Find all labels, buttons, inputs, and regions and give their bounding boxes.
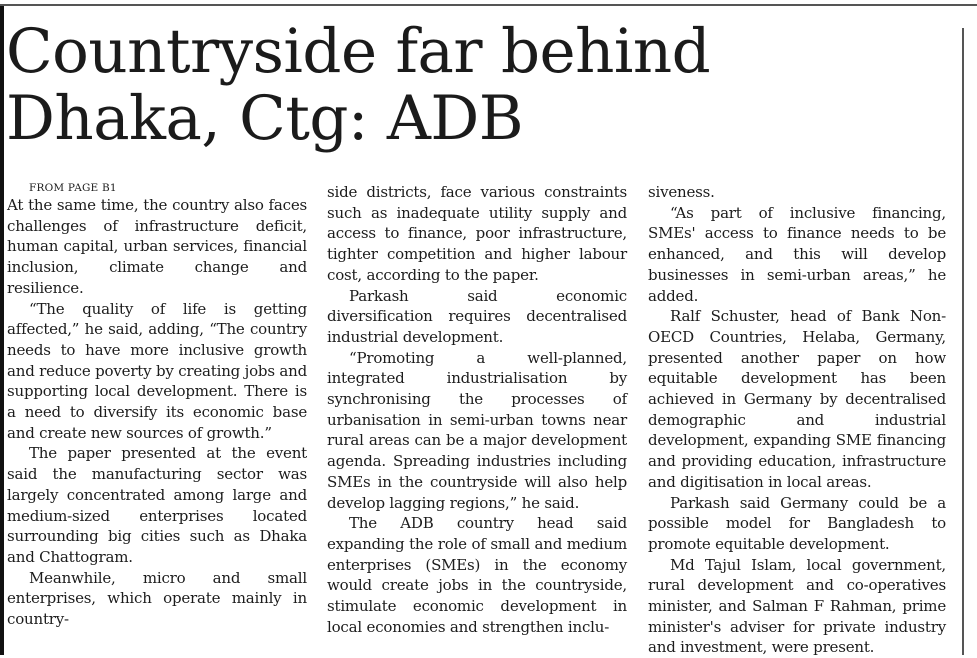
article-column-3 [648, 182, 946, 658]
headline-line-2: Dhaka, Ctg: ADB [6, 83, 524, 154]
paragraph-continued: side districts, face various constraints such as inadequate utility supply and access to finance, poor infrastructure, tighter competition and higher labour cost, according to the paper. [327, 183, 627, 284]
article-column-2 [327, 182, 627, 637]
headline-line-1: Countryside far behind [6, 16, 711, 87]
paragraph: At the same time, the country also faces challenges of infrastructure deficit, human capital, urban services, financial inclusion, climate change and resilience. [7, 196, 307, 297]
paragraph: Md Tajul Islam, local government, rural development and co-operatives minister, and Salman F Rahman, prime minister's adviser for private industry and investment, were present. [648, 555, 946, 657]
paragraph: The ADB country head said expanding the role of small and medium enterprises (SMEs) in the economy would create jobs in the countryside, stimulate economic development in local economies and strengthen inclu- [327, 514, 627, 636]
kicker: FROM PAGE B1 [29, 182, 117, 194]
right-column-rule [962, 28, 964, 655]
article-column-1 [7, 182, 307, 630]
headline [6, 18, 956, 152]
paragraph: The paper presented at the event said the manufacturing sector was largely concentrated among large and medium-sized enterprises located surrounding big cities such as Dhaka and Chattogram. [7, 444, 307, 566]
paragraph: Parkash said Germany could be a possible model for Bangladesh to promote equitable development. [648, 493, 946, 553]
paragraph: Parkash said economic diversification requires decentralised industrial development. [327, 286, 627, 346]
paragraph-continued: siveness. [648, 183, 715, 201]
paragraph: “The quality of life is getting affected,” he said, adding, “The country needs to have more inclusive growth and reduce poverty by creating jobs and supporting local development. There is a need to diversify its economic base and create new sources of growth.” [7, 299, 308, 442]
paragraph: Meanwhile, micro and small enterprises, which operate mainly in country- [7, 568, 307, 629]
top-rule [0, 4, 977, 6]
left-margin-bar [0, 6, 4, 655]
paragraph: “As part of inclusive financing, SMEs' access to finance needs to be enhanced, and this will develop businesses in semi-urban areas,” he added. [648, 203, 946, 305]
paragraph: “Promoting a well-planned, integrated industrialisation by synchronising the processes of urbanisation in semi-urban towns near rural areas can be a major development agenda. Spreading industries including SMEs in the countryside will also help develop lagging regions,” he said. [327, 348, 627, 512]
paragraph: Ralf Schuster, head of Bank Non-OECD Countries, Helaba, Germany, presented another paper on how equitable development has been achieved in Germany by decentralised demographic and industrial development, expanding SME financing and providing education, infrastructure and digitisation in local areas. [648, 307, 946, 491]
